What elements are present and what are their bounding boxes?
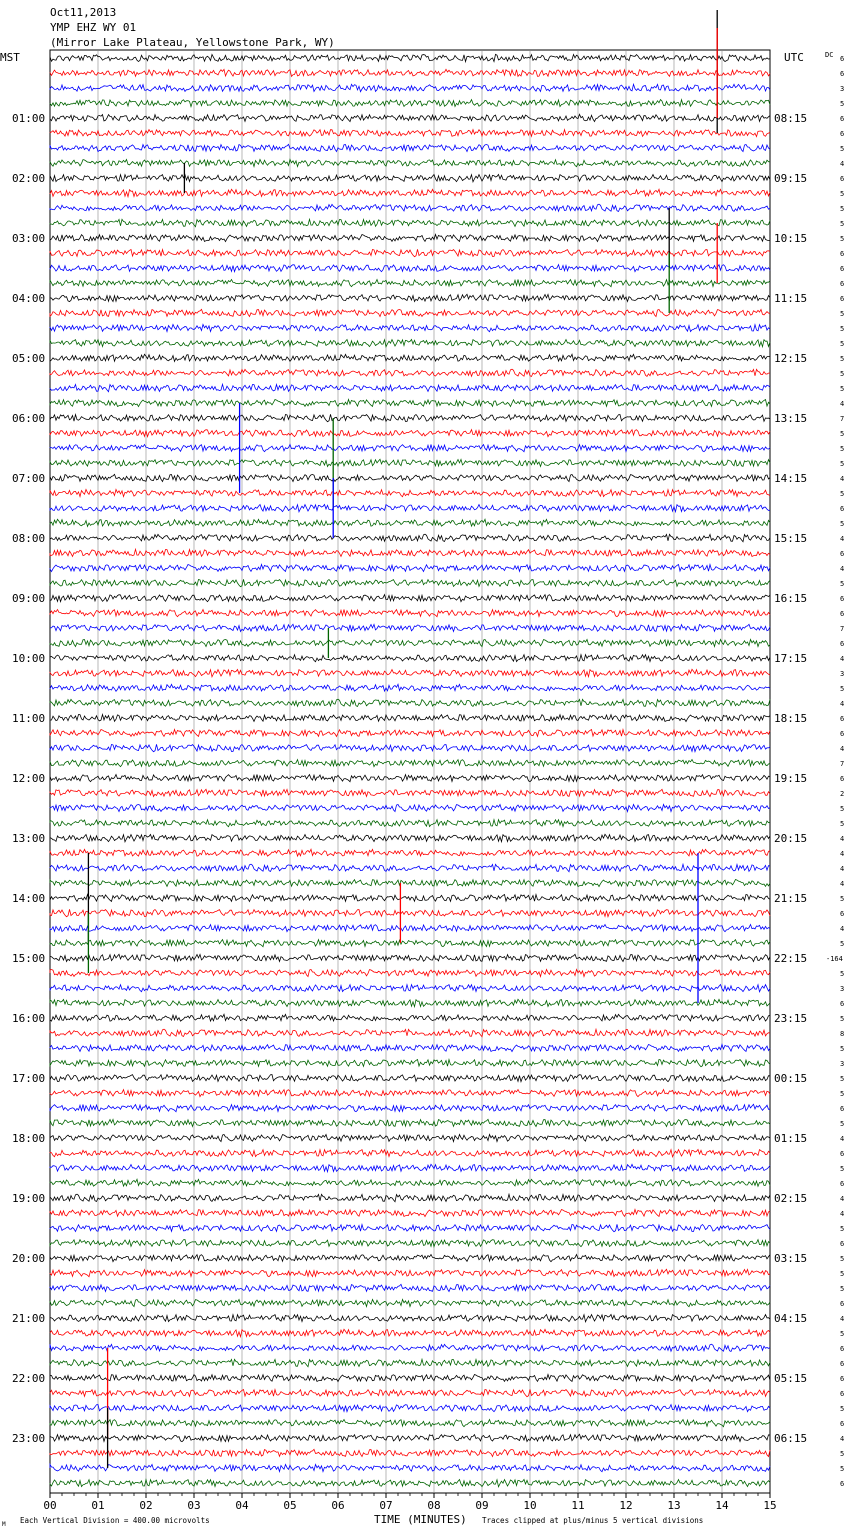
utc-hour-label: 17:15 — [774, 652, 808, 665]
utc-hour-label: 00:15 — [774, 1072, 808, 1085]
trace-line — [50, 280, 770, 287]
trace-line — [50, 354, 770, 361]
trace-line — [50, 340, 770, 347]
trace-line — [50, 1344, 770, 1351]
x-tick-label: 01 — [91, 1499, 105, 1512]
mst-hour-label: 03:00 — [12, 232, 46, 245]
dc-offset-label: 6 — [840, 715, 845, 723]
dc-offset-label: 6 — [840, 130, 845, 138]
trace-line — [50, 1315, 770, 1322]
trace-line — [50, 610, 770, 617]
trace-line — [50, 1465, 770, 1472]
x-tick-label: 09 — [475, 1499, 489, 1512]
utc-hour-label: 19:15 — [774, 772, 808, 785]
dc-offset-label: 6 — [840, 595, 845, 603]
dc-offset-label: 4 — [840, 700, 845, 708]
x-tick-label: 11 — [571, 1499, 585, 1512]
trace-line — [50, 1375, 770, 1382]
mst-hour-label: 14:00 — [12, 892, 46, 905]
dc-offset-label: 5 — [840, 580, 845, 588]
mst-hour-label: 05:00 — [12, 352, 46, 365]
trace-line — [50, 579, 770, 586]
trace-line — [50, 730, 770, 737]
dc-offset-label: 5 — [840, 235, 845, 243]
trace-line — [50, 1210, 770, 1217]
trace-line — [50, 130, 770, 137]
dc-offset-label: 6 — [840, 295, 845, 303]
dc-offset-label: 5 — [840, 325, 845, 333]
trace-line — [50, 1449, 770, 1456]
trace-line — [50, 999, 770, 1006]
utc-hour-label: 23:15 — [774, 1012, 808, 1025]
dc-offset-label: 7 — [840, 415, 845, 423]
x-axis-title: TIME (MINUTES) — [374, 1513, 467, 1526]
dc-offset-label: 3 — [840, 85, 845, 93]
utc-hour-label: 06:15 — [774, 1432, 808, 1445]
dc-offset-label: 6 — [840, 910, 845, 918]
record-date: Oct11,2013 — [50, 6, 117, 19]
trace-line — [50, 1029, 770, 1037]
dc-offset-label: -164 — [826, 955, 843, 963]
dc-offset-label: 5 — [840, 220, 845, 228]
utc-hour-label: 12:15 — [774, 352, 808, 365]
dc-offset-label: 6 — [840, 1150, 845, 1158]
dc-offset-label: 4 — [840, 865, 845, 873]
trace-line — [50, 834, 770, 842]
trace-line — [50, 490, 770, 497]
trace-line — [50, 519, 770, 526]
trace-line — [50, 235, 770, 242]
dc-offset-label: 5 — [840, 190, 845, 198]
mst-hour-label: 18:00 — [12, 1132, 46, 1145]
dc-offset-label: 6 — [840, 550, 845, 558]
event-group — [88, 10, 717, 1468]
trace-line — [50, 1224, 770, 1231]
trace-line — [50, 1090, 770, 1097]
dc-offset-label: 5 — [840, 1465, 845, 1473]
mst-hour-label: 23:00 — [12, 1432, 46, 1445]
dc-offset-label: 6 — [840, 1240, 845, 1248]
dc-offset-label: 6 — [840, 1345, 845, 1353]
trace-line — [50, 760, 770, 767]
mst-hour-label: 10:00 — [12, 652, 46, 665]
utc-hour-label: 01:15 — [774, 1132, 808, 1145]
trace-line — [50, 160, 770, 167]
trace-line — [50, 970, 770, 977]
dc-offset-label: 6 — [840, 1420, 845, 1428]
dc-offset-label: 5 — [840, 1120, 845, 1128]
trace-line — [50, 655, 770, 662]
mst-hour-label: 12:00 — [12, 772, 46, 785]
trace-line — [50, 669, 770, 677]
trace-line — [50, 1269, 770, 1276]
dc-offset-label: 5 — [840, 1165, 845, 1173]
dc-offset-label: 4 — [840, 535, 845, 543]
dc-offset-label: 4 — [840, 1210, 845, 1218]
trace-line — [50, 1240, 770, 1247]
trace-line — [50, 1179, 770, 1186]
mst-hour-label: 13:00 — [12, 832, 46, 845]
trace-line — [50, 1405, 770, 1412]
dc-offset-label: 5 — [840, 1075, 845, 1083]
dc-offset-label: 4 — [840, 880, 845, 888]
dc-offset-label: 4 — [840, 475, 845, 483]
dc-offset-label: 7 — [840, 625, 845, 633]
trace-line — [50, 309, 770, 316]
trace-line — [50, 1329, 770, 1336]
dc-offset-label: 4 — [840, 565, 845, 573]
dc-offset-label: 6 — [840, 1360, 845, 1368]
trace-line — [50, 1420, 770, 1427]
dc-offset-label: 6 — [840, 1105, 845, 1113]
trace-line — [50, 1075, 770, 1082]
trace-line — [50, 1014, 770, 1021]
station-location: (Mirror Lake Plateau, Yellowstone Park, WY) — [50, 36, 335, 49]
trace-line — [50, 565, 770, 572]
dc-offset-label: 6 — [840, 115, 845, 123]
dc-offset-label: 6 — [840, 505, 845, 513]
trace-line — [50, 1434, 770, 1441]
dc-offset-label: 5 — [840, 1285, 845, 1293]
trace-line — [50, 624, 770, 631]
trace-line — [50, 430, 770, 437]
dc-offset-label: 5 — [840, 355, 845, 363]
trace-line — [50, 384, 770, 391]
mst-hour-label: 08:00 — [12, 532, 46, 545]
x-tick-label: 03 — [187, 1499, 201, 1512]
x-tick-label: 07 — [379, 1499, 393, 1512]
trace-line — [50, 1284, 770, 1291]
dc-offset-label: 5 — [840, 1270, 845, 1278]
dc-offset-label: 5 — [840, 385, 845, 393]
dc-offset-label: 3 — [840, 1060, 845, 1068]
dc-offset-label: 5 — [840, 205, 845, 213]
dc-offset-label: 6 — [840, 610, 845, 618]
trace-line — [50, 595, 770, 602]
dc-offset-label: 5 — [840, 310, 845, 318]
trace-line — [50, 144, 770, 151]
mst-hour-label: 11:00 — [12, 712, 46, 725]
trace-line — [50, 699, 770, 707]
trace-line — [50, 895, 770, 902]
utc-hour-label: 20:15 — [774, 832, 808, 845]
trace-line — [50, 1389, 770, 1396]
dc-offset-label: 4 — [840, 1135, 845, 1143]
mst-hour-label: 07:00 — [12, 472, 46, 485]
trace-line — [50, 775, 770, 782]
trace-line — [50, 189, 770, 196]
dc-offset-label: 5 — [840, 1450, 845, 1458]
utc-hour-label: 05:15 — [774, 1372, 808, 1385]
right-axis-title: UTC — [784, 51, 804, 64]
dc-offset-label: 6 — [840, 175, 845, 183]
trace-line — [50, 880, 770, 887]
trace-line — [50, 954, 770, 961]
trace-line — [50, 789, 770, 796]
x-tick-label: 14 — [715, 1499, 729, 1512]
dc-offset-label: 5 — [840, 685, 845, 693]
dc-offset-label: 5 — [840, 460, 845, 468]
station-code: YMP EHZ WY 01 — [50, 21, 137, 34]
dc-offset-label: 7 — [840, 760, 845, 768]
dc-offset-label: 4 — [840, 1435, 845, 1443]
trace-line — [50, 1150, 770, 1157]
mst-hour-label: 17:00 — [12, 1072, 46, 1085]
trace-line — [50, 1194, 770, 1202]
utc-hour-label: 21:15 — [774, 892, 808, 905]
dc-offset-label: 5 — [840, 895, 845, 903]
dc-offset-label: 4 — [840, 1195, 845, 1203]
utc-hour-label: 16:15 — [774, 592, 808, 605]
trace-line — [50, 744, 770, 751]
trace-line — [50, 114, 770, 121]
dc-offset-label: 5 — [840, 145, 845, 153]
x-tick-label: 08 — [427, 1499, 441, 1512]
mst-hour-label: 22:00 — [12, 1372, 46, 1385]
utc-hour-label: 18:15 — [774, 712, 808, 725]
mst-hour-label: 01:00 — [12, 112, 46, 125]
dc-offset-label: 6 — [840, 265, 845, 273]
utc-hour-label: 22:15 — [774, 952, 808, 965]
utc-hour-label: 03:15 — [774, 1252, 808, 1265]
trace-line — [50, 985, 770, 992]
dc-title: DC — [825, 51, 834, 59]
dc-offset-label: 4 — [840, 400, 845, 408]
dc-offset-labels — [826, 55, 844, 1488]
trace-line — [50, 445, 770, 452]
utc-hour-label: 02:15 — [774, 1192, 808, 1205]
trace-line — [50, 505, 770, 512]
utc-hour-label: 10:15 — [774, 232, 808, 245]
trace-line — [50, 219, 770, 226]
x-tick-label: 06 — [331, 1499, 345, 1512]
dc-offset-label: 4 — [840, 745, 845, 753]
dc-offset-label: 5 — [840, 340, 845, 348]
trace-line — [50, 1059, 770, 1066]
dc-offset-label: 4 — [840, 655, 845, 663]
dc-offset-label: 5 — [840, 490, 845, 498]
dc-offset-label: 5 — [840, 940, 845, 948]
x-tick-label: 13 — [667, 1499, 681, 1512]
dc-offset-label: 6 — [840, 640, 845, 648]
trace-line — [50, 175, 770, 182]
dc-offset-label: 5 — [840, 805, 845, 813]
x-axis — [43, 1493, 776, 1512]
mst-hour-label: 09:00 — [12, 592, 46, 605]
dc-offset-label: 5 — [840, 370, 845, 378]
mst-hour-label: 04:00 — [12, 292, 46, 305]
utc-hour-label: 08:15 — [774, 112, 808, 125]
utc-hour-label: 13:15 — [774, 412, 808, 425]
dc-offset-label: 5 — [840, 445, 845, 453]
dc-offset-label: 6 — [840, 1480, 845, 1488]
trace-line — [50, 69, 770, 76]
x-tick-label: 12 — [619, 1499, 633, 1512]
dc-offset-label: 3 — [840, 670, 845, 678]
utc-hour-label: 11:15 — [774, 292, 808, 305]
trace-line — [50, 414, 770, 421]
trace-line — [50, 1359, 770, 1366]
dc-offset-label: 6 — [840, 1300, 845, 1308]
trace-line — [50, 640, 770, 647]
dc-offset-label: 6 — [840, 1390, 845, 1398]
x-tick-label: 04 — [235, 1499, 249, 1512]
dc-offset-label: 5 — [840, 1045, 845, 1053]
trace-line — [50, 925, 770, 932]
dc-offset-label: 5 — [840, 1090, 845, 1098]
trace-line — [50, 849, 770, 856]
dc-offset-label: 6 — [840, 70, 845, 78]
dc-offset-label: 6 — [840, 1180, 845, 1188]
trace-line — [50, 1104, 770, 1111]
dc-offset-label: 5 — [840, 1225, 845, 1233]
dc-offset-label: 6 — [840, 250, 845, 258]
trace-line — [50, 1135, 770, 1142]
trace-line — [50, 864, 770, 872]
utc-hour-label: 14:15 — [774, 472, 808, 485]
utc-hour-label: 04:15 — [774, 1312, 808, 1325]
mst-hour-label: 02:00 — [12, 172, 46, 185]
dc-offset-label: 4 — [840, 850, 845, 858]
dc-offset-label: 5 — [840, 1255, 845, 1263]
trace-line — [50, 1300, 770, 1307]
dc-offset-label: 5 — [840, 820, 845, 828]
dc-offset-label: 6 — [840, 55, 845, 63]
mst-hour-label: 16:00 — [12, 1012, 46, 1025]
dc-offset-label: 5 — [840, 100, 845, 108]
trace-line — [50, 1164, 770, 1171]
trace-line — [50, 294, 770, 301]
mst-hour-label: 06:00 — [12, 412, 46, 425]
trace-group — [50, 54, 770, 1486]
dc-offset-label: 8 — [840, 1030, 845, 1038]
trace-line — [50, 684, 770, 691]
utc-hour-label: 09:15 — [774, 172, 808, 185]
trace-line — [50, 84, 770, 91]
dc-offset-label: 6 — [840, 775, 845, 783]
trace-line — [50, 54, 770, 61]
dc-offset-label: 4 — [840, 835, 845, 843]
trace-line — [50, 100, 770, 107]
mst-hour-label: 21:00 — [12, 1312, 46, 1325]
mst-hour-label: 15:00 — [12, 952, 46, 965]
dc-offset-label: 3 — [840, 985, 845, 993]
x-tick-label: 10 — [523, 1499, 537, 1512]
dc-offset-label: 4 — [840, 160, 845, 168]
scale-note: Each Vertical Division = 400.00 microvolts — [20, 1516, 210, 1525]
dc-offset-label: 6 — [840, 1375, 845, 1383]
dc-offset-label: 5 — [840, 1015, 845, 1023]
trace-line — [50, 715, 770, 722]
dc-offset-label: 5 — [840, 1405, 845, 1413]
left-axis-title: MST — [0, 51, 20, 64]
trace-line — [50, 534, 770, 542]
dc-offset-label: 5 — [840, 520, 845, 528]
trace-line — [50, 805, 770, 812]
trace-line — [50, 1119, 770, 1126]
dc-offset-label: 5 — [840, 430, 845, 438]
x-tick-label: 05 — [283, 1499, 297, 1512]
mst-hour-label: 19:00 — [12, 1192, 46, 1205]
trace-line — [50, 820, 770, 827]
clip-note: Traces clipped at plus/minus 5 vertical divisions — [482, 1516, 704, 1525]
trace-line — [50, 1255, 770, 1262]
utc-hour-label: 15:15 — [774, 532, 808, 545]
dc-offset-label: 5 — [840, 1330, 845, 1338]
trace-line — [50, 325, 770, 332]
dc-offset-label: 4 — [840, 1315, 845, 1323]
trace-line — [50, 940, 770, 947]
trace-line — [50, 1480, 770, 1487]
dc-offset-label: 2 — [840, 790, 845, 798]
trace-line — [50, 549, 770, 556]
dc-offset-label: 6 — [840, 730, 845, 738]
trace-line — [50, 459, 770, 466]
trace-line — [50, 249, 770, 256]
trace-line — [50, 204, 770, 211]
dc-offset-label: 6 — [840, 1000, 845, 1008]
corner-mark: M — [2, 1521, 6, 1528]
dc-offset-label: 6 — [840, 280, 845, 288]
x-tick-label: 15 — [763, 1499, 777, 1512]
trace-line — [50, 474, 770, 481]
x-tick-label: 02 — [139, 1499, 153, 1512]
dc-offset-label: 5 — [840, 970, 845, 978]
trace-line — [50, 1045, 770, 1052]
trace-line — [50, 909, 770, 916]
trace-line — [50, 265, 770, 272]
trace-line — [50, 400, 770, 407]
trace-line — [50, 369, 770, 376]
dc-offset-label: 4 — [840, 925, 845, 933]
mst-hour-label: 20:00 — [12, 1252, 46, 1265]
x-tick-label: 00 — [43, 1499, 57, 1512]
